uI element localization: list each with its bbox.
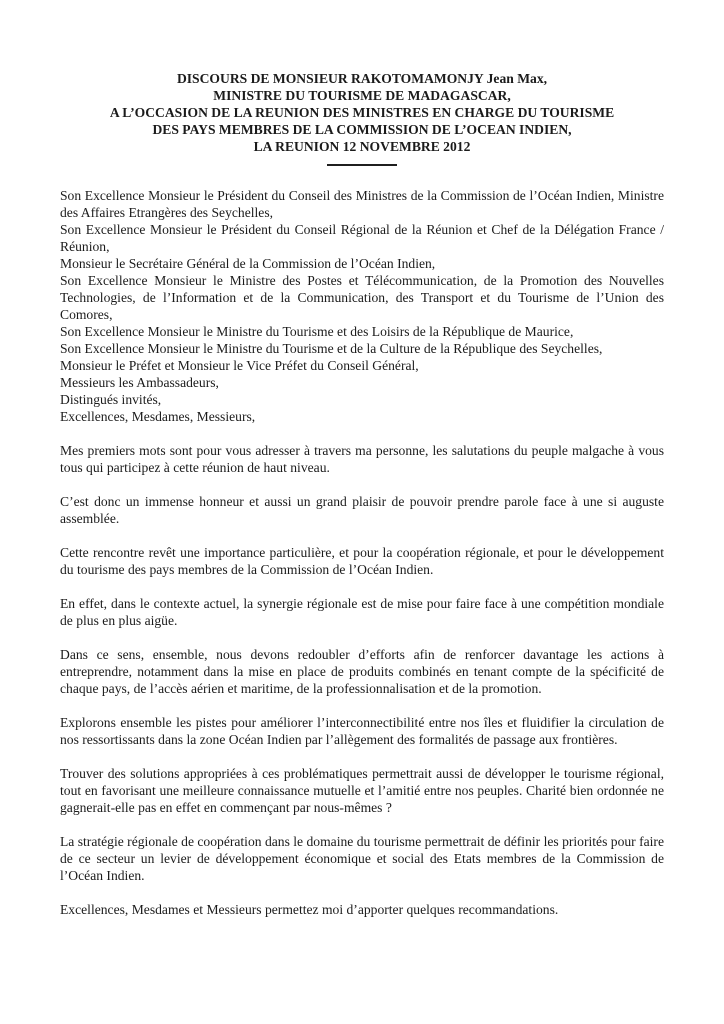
salutation-line: Messieurs les Ambassadeurs, [60,375,219,390]
title-line: A L’OCCASION DE LA REUNION DES MINISTRES EN CHARGE DU TOURISME [109,105,615,120]
salutation-line: Monsieur le Préfet et Monsieur le Vice Préfet du Conseil Général, [60,358,419,373]
document-title-block [60,70,664,166]
salutation-line: Excellences, Mesdames, Messieurs, [60,409,256,424]
salutations-block [60,187,664,425]
body-paragraph: En effet, dans le contexte actuel, la synergie régionale est de mise pour faire face à une compétition mondiale de plus en plus aigüe. [60,596,664,628]
salutation-line: Son Excellence Monsieur le Président du Conseil des Ministres de la Commission de l’Océan Indien, Ministre des Affaires Etrangères des Seychelles, [60,188,664,220]
body-paragraph: Mes premiers mots sont pour vous adresser à travers ma personne, les salutations du peuple malgache à vous tous qui participez à cette réunion de haut niveau. [60,443,664,475]
salutation-line: Son Excellence Monsieur le Ministre des Postes et Télécommunication, de la Promotion des Nouvelles Technologies, de l’Information et de la Communication, des Transport et du Tourisme de l’Union des Comores, [60,273,664,322]
salutation-line: Son Excellence Monsieur le Président du Conseil Régional de la Réunion et Chef de la Délégation France / Réunion, [60,222,664,254]
speech-body [60,442,664,918]
salutation-line: Monsieur le Secrétaire Général de la Commission de l’Océan Indien, [60,256,436,271]
body-paragraph: Excellences, Mesdames et Messieurs permettez moi d’apporter quelques recommandations. [60,902,559,917]
title-line: MINISTRE DU TOURISME DE MADAGASCAR, [213,88,511,103]
title-line: LA REUNION 12 NOVEMBRE 2012 [253,139,471,154]
body-paragraph: Dans ce sens, ensemble, nous devons redoubler d’efforts afin de renforcer davantage les actions à entreprendre, notamment dans la mise en place de produits combinés en tenant compte de la spécificité de chaque pays, de l’accès aérien et maritime, de la professionnalisation et de la promotion. [60,647,664,696]
title-line: DISCOURS DE MONSIEUR RAKOTOMAMONJY Jean Max, [176,71,548,86]
body-paragraph: Explorons ensemble les pistes pour améliorer l’interconnectibilité entre nos îles et fluidifier la circulation de nos ressortissants dans la zone Océan Indien par l’allègement des formalités de passage aux frontières. [60,715,664,747]
body-paragraph: C’est donc un immense honneur et aussi un grand plaisir de pouvoir prendre parole face à une si auguste assemblée. [60,494,664,526]
salutation-line: Distingués invités, [60,392,162,407]
title-line: DES PAYS MEMBRES DE LA COMMISSION DE L’OCEAN INDIEN, [152,122,572,137]
salutation-line: Son Excellence Monsieur le Ministre du Tourisme et des Loisirs de la République de Maurice, [60,324,574,339]
title-separator-rule [327,164,397,166]
salutation-line: Son Excellence Monsieur le Ministre du Tourisme et de la Culture de la République des Seychelles, [60,341,603,356]
body-paragraph: La stratégie régionale de coopération dans le domaine du tourisme permettrait de définir les priorités pour faire de ce secteur un levier de développement économique et social des Etats membres de la Commission de l’Océan Indien. [60,834,664,883]
body-paragraph: Trouver des solutions appropriées à ces problématiques permettrait aussi de développer le tourisme régional, tout en favorisant une meilleure connaissance mutuelle et l’amitié entre nos peuples. Charité bien ordonnée ne gagnerait-elle pas en effet en commençant par nous-mêmes ? [60,766,664,815]
body-paragraph: Cette rencontre revêt une importance particulière, et pour la coopération régionale, et pour le développement du tourisme des pays membres de la Commission de l’Océan Indien. [60,545,664,577]
